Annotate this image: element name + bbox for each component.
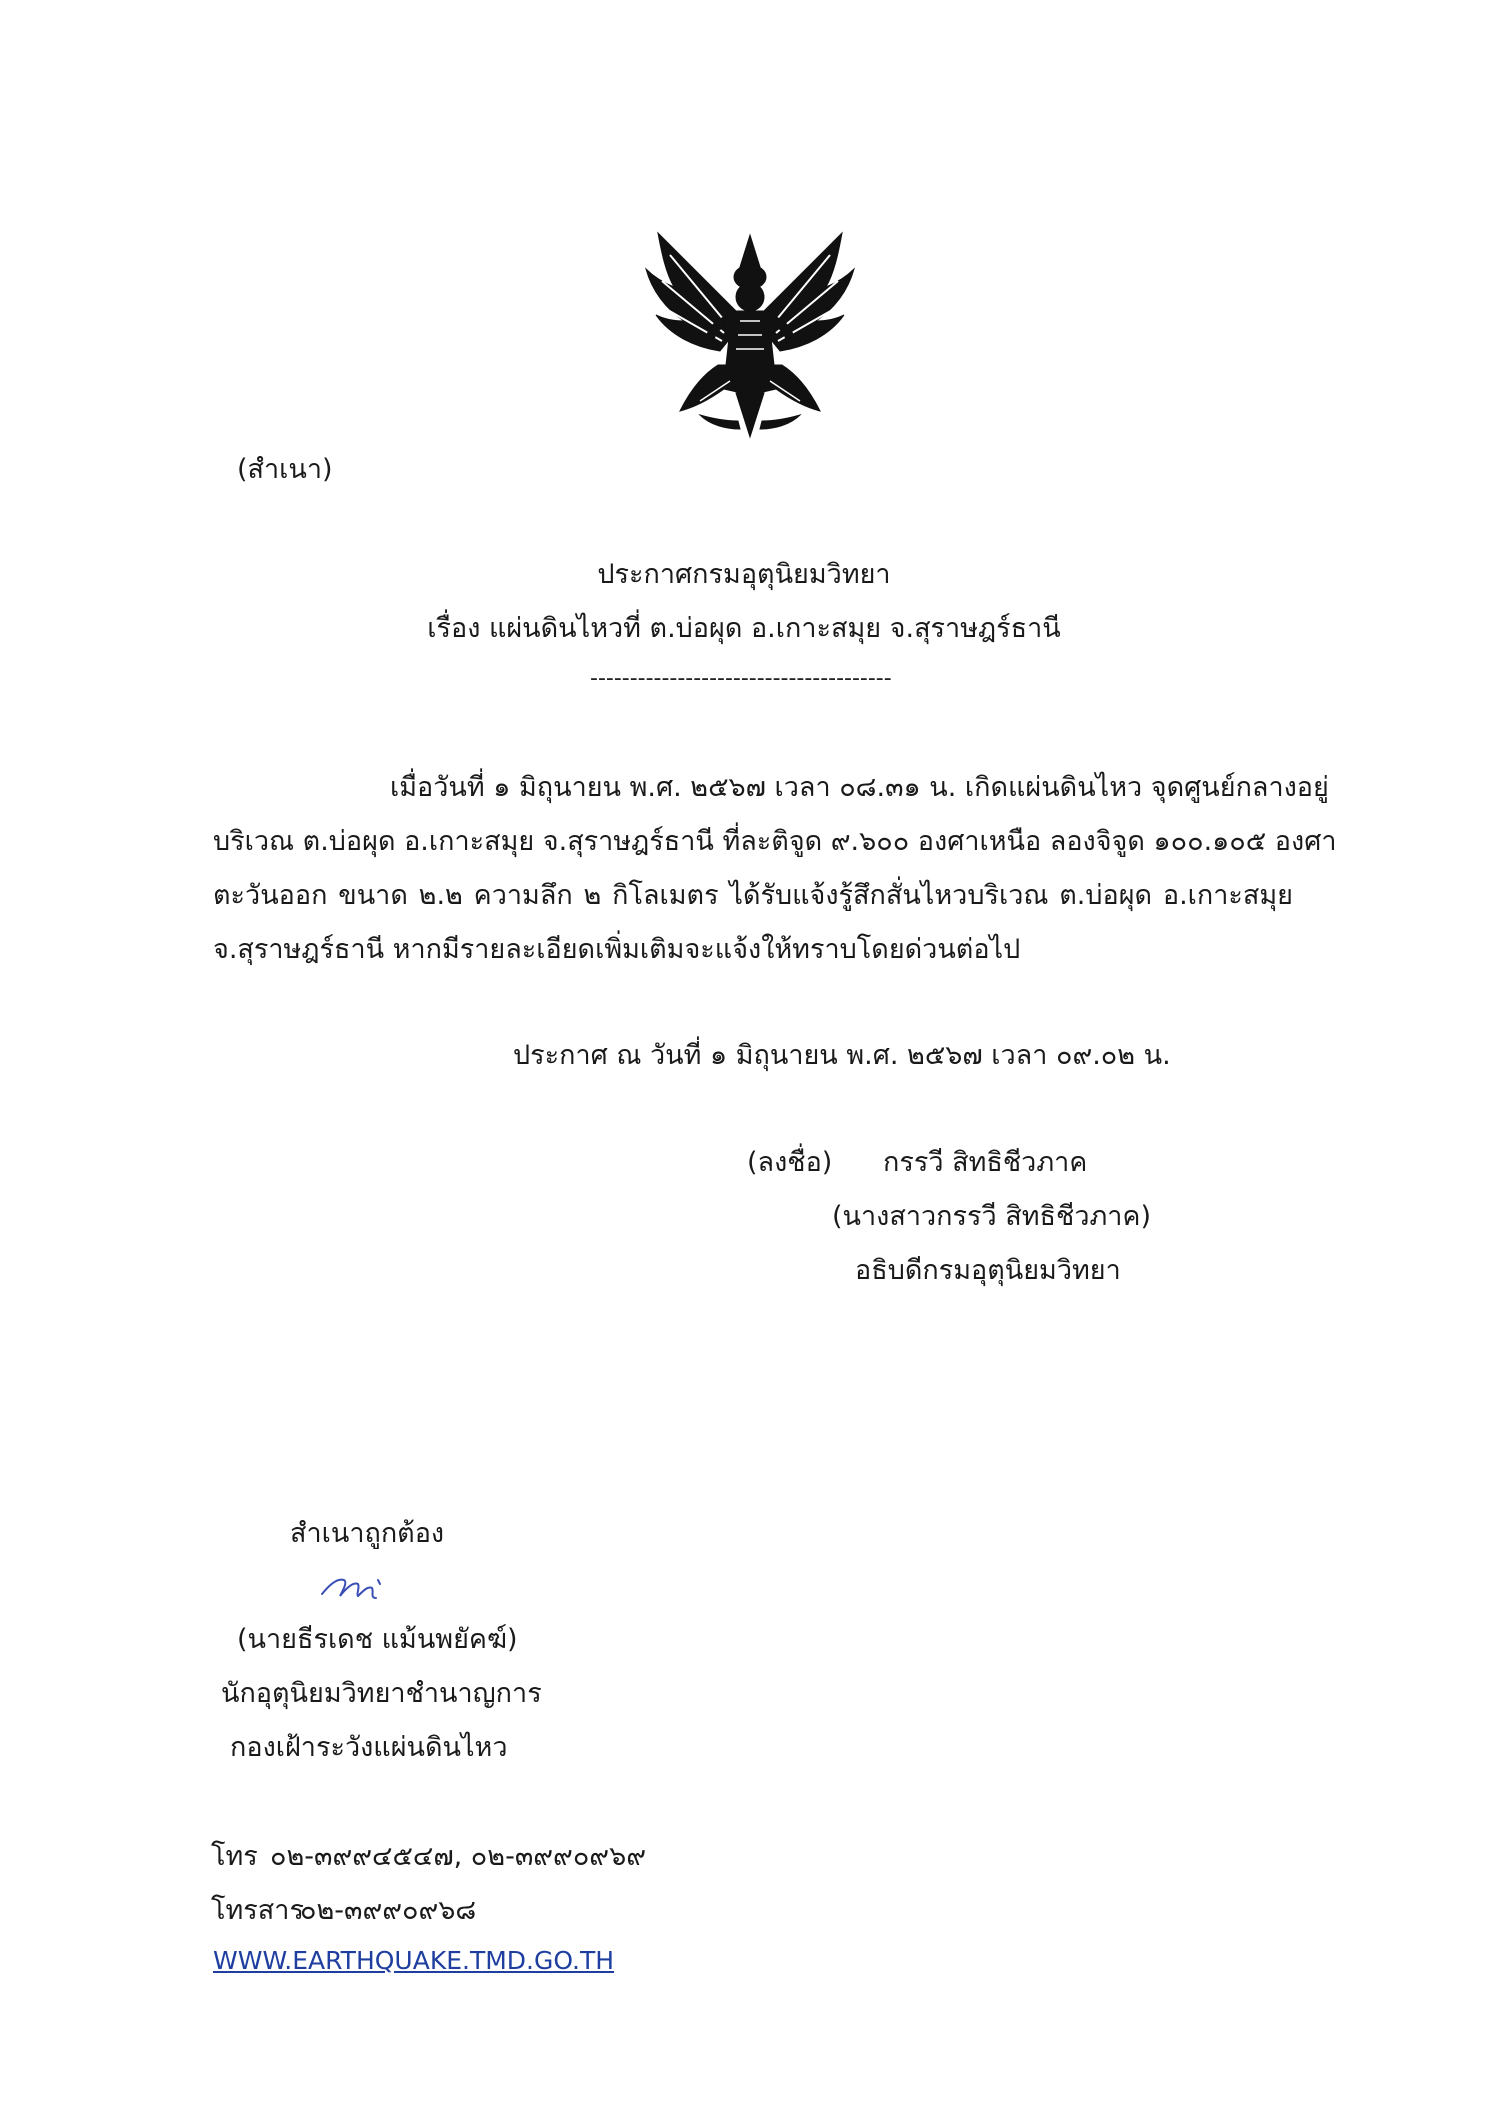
phone-label: โทร bbox=[211, 1841, 258, 1872]
signatory-position: อธิบดีกรมอุตุนิยมวิทยา bbox=[855, 1255, 1121, 1286]
body-line-1: เมื่อวันที่ ๑ มิถุนายน พ.ศ. ๒๕๖๗ เวลา ๐๘.๓๑ น. เกิดแผ่นดินไหว จุดศูนย์กลางอยู่ bbox=[390, 772, 1329, 803]
phone-number: ๐๒-๓๙๙๔๕๔๗, ๐๒-๓๙๙๐๙๖๙ bbox=[270, 1841, 646, 1872]
certifier-department: กองเฝ้าระวังแผ่นดินไหว bbox=[230, 1732, 508, 1763]
signatory-full-name: (นางสาวกรรวี สิทธิชีวภาค) bbox=[832, 1201, 1152, 1232]
website-link[interactable]: WWW.EARTHQUAKE.TMD.GO.TH bbox=[213, 1946, 615, 1975]
fax-label: โทรสาร bbox=[211, 1895, 304, 1926]
body-line-3: ตะวันออก ขนาด ๒.๒ ความลึก ๒ กิโลเมตร ได้รับแจ้งรู้สึกสั่นไหวบริเวณ ต.บ่อผุด อ.เกาะสมุย bbox=[213, 880, 1293, 911]
announcement-title: ประกาศกรมอุตุนิยมวิทยา bbox=[597, 559, 891, 590]
copy-mark: (สำเนา) bbox=[237, 454, 333, 485]
body-line-4: จ.สุราษฎร์ธานี หากมีรายละเอียดเพิ่มเติมจะแจ้งให้ทราบโดยด่วนต่อไป bbox=[213, 934, 1021, 965]
certified-copy-label: สำเนาถูกต้อง bbox=[290, 1518, 445, 1549]
fax-number: ๐๒-๓๙๙๐๙๖๘ bbox=[300, 1895, 477, 1926]
certifier-name: (นายธีรเดช แม้นพยัคฆ์) bbox=[237, 1624, 518, 1655]
certifier-position: นักอุตุนิยมวิทยาชำนาญการ bbox=[221, 1678, 542, 1709]
garuda-emblem-icon bbox=[640, 225, 860, 440]
divider-line: -------------------------------------- bbox=[590, 666, 892, 691]
announcement-subject: เรื่อง แผ่นดินไหวที่ ต.บ่อผุด อ.เกาะสมุย จ.สุราษฎร์ธานี bbox=[427, 613, 1061, 644]
signed-label: (ลงชื่อ) bbox=[747, 1147, 833, 1178]
handwritten-signature-icon bbox=[318, 1568, 388, 1608]
body-line-2: บริเวณ ต.บ่อผุด อ.เกาะสมุย จ.สุราษฎร์ธานี ที่ละติจูด ๙.๖๐๐ องศาเหนือ ลองจิจูด ๑๐๐.๑๐๕ องศา bbox=[213, 826, 1337, 857]
announcement-date: ประกาศ ณ วันที่ ๑ มิถุนายน พ.ศ. ๒๕๖๗ เวลา ๐๙.๐๒ น. bbox=[513, 1040, 1171, 1071]
signatory-name: กรรวี สิทธิชีวภาค bbox=[883, 1147, 1088, 1178]
